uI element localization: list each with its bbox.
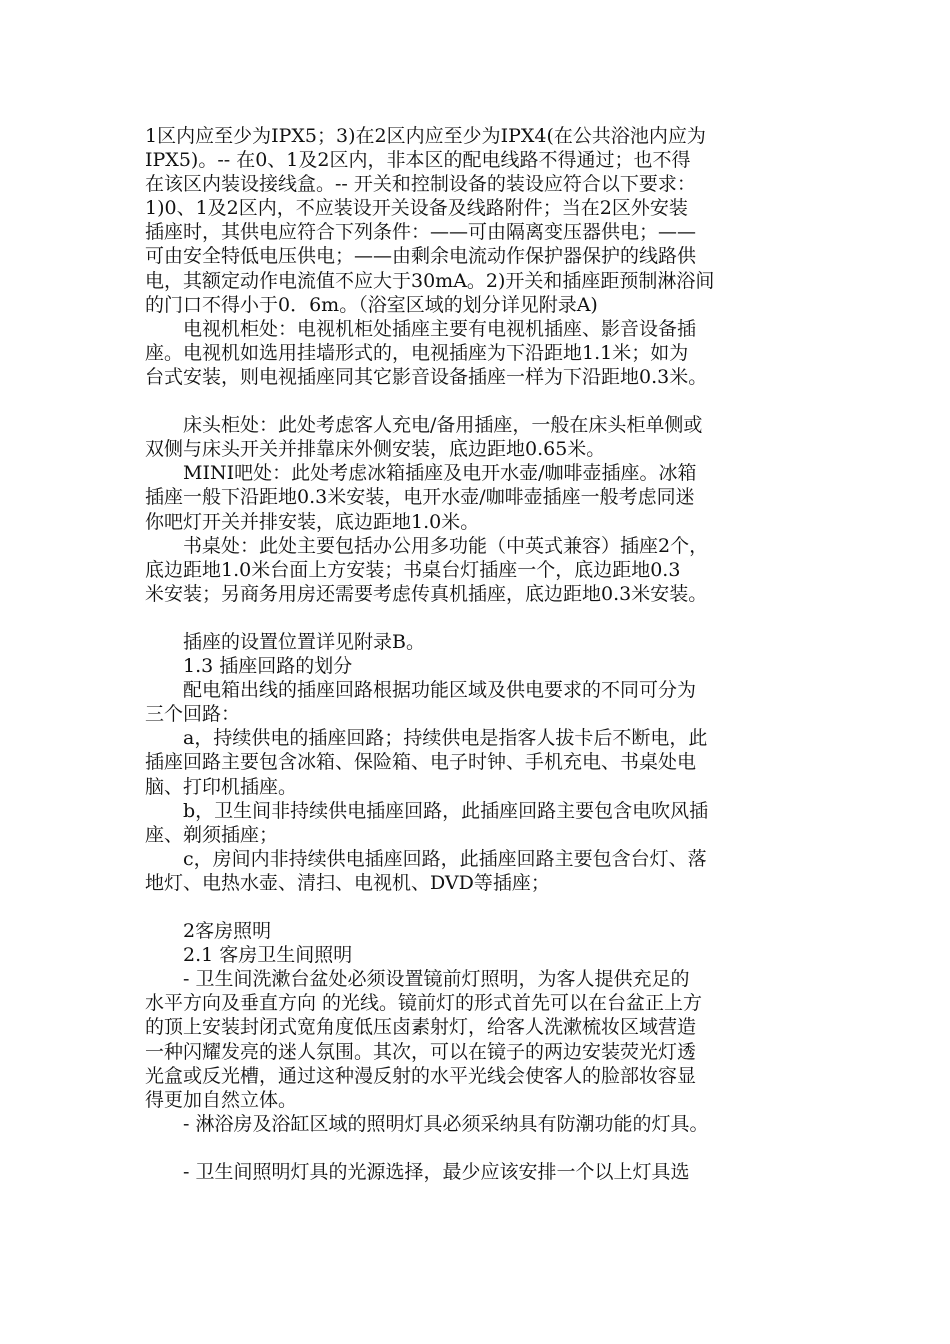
text-line: 床头柜处：此处考虑客人充电/备用插座，一般在床头柜单侧或 — [145, 414, 703, 437]
text-line: 电，其额定动作电流值不应大于30mA。2)开关和插座距预制淋浴间 — [145, 269, 715, 292]
text-line: c，房间内非持续供电插座回路，此插座回路主要包含台灯、落 — [145, 847, 707, 870]
text-line: 电视机柜处：电视机柜处插座主要有电视机插座、影音设备插 — [145, 317, 697, 340]
blank-line — [145, 389, 810, 413]
document-page — [145, 124, 810, 1184]
text-line: 得更加自然立体。 — [145, 1088, 298, 1111]
text-line: 1区内应至少为IPX5；3)在2区内应至少为IPX4(在公共浴池内应为 — [145, 125, 706, 147]
text-line: 1.3 插座回路的划分 — [145, 655, 353, 678]
blank-line — [145, 606, 810, 630]
text-line: 的门口不得小于0．6m。（浴室区域的划分详见附录A) — [145, 293, 598, 316]
text-line: 插座一般下沿距地0.3米安装，电开水壶/咖啡壶插座一般考虑同迷 — [145, 486, 695, 509]
text-line: 水平方向及垂直方向 的光线。镜前灯的形式首先可以在台盆正上方 — [145, 992, 703, 1015]
text-line: IPX5)。-- 在0、1及2区内，非本区的配电线路不得通过；也不得 — [145, 149, 691, 172]
text-line: 配电箱出线的插座回路根据功能区域及供电要求的不同可分为 — [145, 679, 697, 702]
text-line: 座。电视机如选用挂墙形式的，电视插座为下沿距地1.1米；如为 — [145, 341, 689, 364]
text-line: 一种闪耀发亮的迷人氛围。其次，可以在镜子的两边安装荧光灯透 — [145, 1040, 697, 1063]
text-line: 的顶上安装封闭式宽角度低压卤素射灯，给客人洗漱梳妆区域营造 — [145, 1016, 697, 1039]
text-line: 脑、打印机插座。 — [145, 775, 298, 798]
text-line: 在该区内装设接线盒。-- 开关和控制设备的装设应符合以下要求： — [145, 173, 696, 196]
text-line: 三个回路： — [145, 703, 241, 726]
text-line: 2客房照明 — [145, 920, 272, 943]
text-line: 光盒或反光槽，通过这种漫反射的水平光线会使客人的脸部妆容显 — [145, 1064, 697, 1087]
blank-line — [145, 895, 810, 919]
text-line: 米安装；另商务用房还需要考虑传真机插座，底边距地0.3米安装。 — [145, 582, 708, 605]
text-line: 你吧灯开关并排安装，底边距地1.0米。 — [145, 510, 480, 533]
text-line: 座、剃须插座； — [145, 823, 279, 846]
text-line: 2.1 客房卫生间照明 — [145, 944, 353, 967]
text-line: - 卫生间照明灯具的光源选择，最少应该安排一个以上灯具选 — [145, 1161, 690, 1184]
text-line: 可由安全特低电压供电；——由剩余电流动作保护器保护的线路供 — [145, 245, 697, 268]
text-line: a，持续供电的插座回路；持续供电是指客人拔卡后不断电，此 — [145, 727, 708, 750]
text-line: 插座回路主要包含冰箱、保险箱、电子时钟、手机充电、书桌处电 — [145, 751, 697, 774]
text-line: 台式安装，则电视插座同其它影音设备插座一样为下沿距地0.3米。 — [145, 365, 708, 388]
text-line: 底边距地1.0米台面上方安装；书桌台灯插座一个，底边距地0.3 — [145, 558, 681, 581]
text-line: 双侧与床头开关并排靠床外侧安装，底边距地0.65米。 — [145, 438, 606, 461]
text-line: MINI吧处：此处考虑冰箱插座及电开水壶/咖啡壶插座。冰箱 — [145, 462, 697, 485]
text-line: - 淋浴房及浴缸区域的照明灯具必须采纳具有防潮功能的灯具。 — [145, 1112, 709, 1135]
text-line: - 卫生间洗漱台盆处必须设置镜前灯照明，为客人提供充足的 — [145, 968, 690, 991]
text-line: 书桌处：此处主要包括办公用多功能（中英式兼容）插座2个， — [145, 534, 709, 557]
text-line: b，卫生间非持续供电插座回路，此插座回路主要包含电吹风插 — [145, 799, 709, 822]
text-line: 插座的设置位置详见附录B。 — [145, 630, 425, 653]
text-line: 1)0、1及2区内，不应装设开关设备及线路附件；当在2区外安装 — [145, 197, 688, 220]
text-line: 地灯、电热水壶、清扫、电视机、DVD等插座； — [145, 871, 550, 894]
blank-line — [145, 1136, 810, 1160]
text-line: 插座时，其供电应符合下列条件：——可由隔离变压器供电；—— — [145, 221, 697, 244]
